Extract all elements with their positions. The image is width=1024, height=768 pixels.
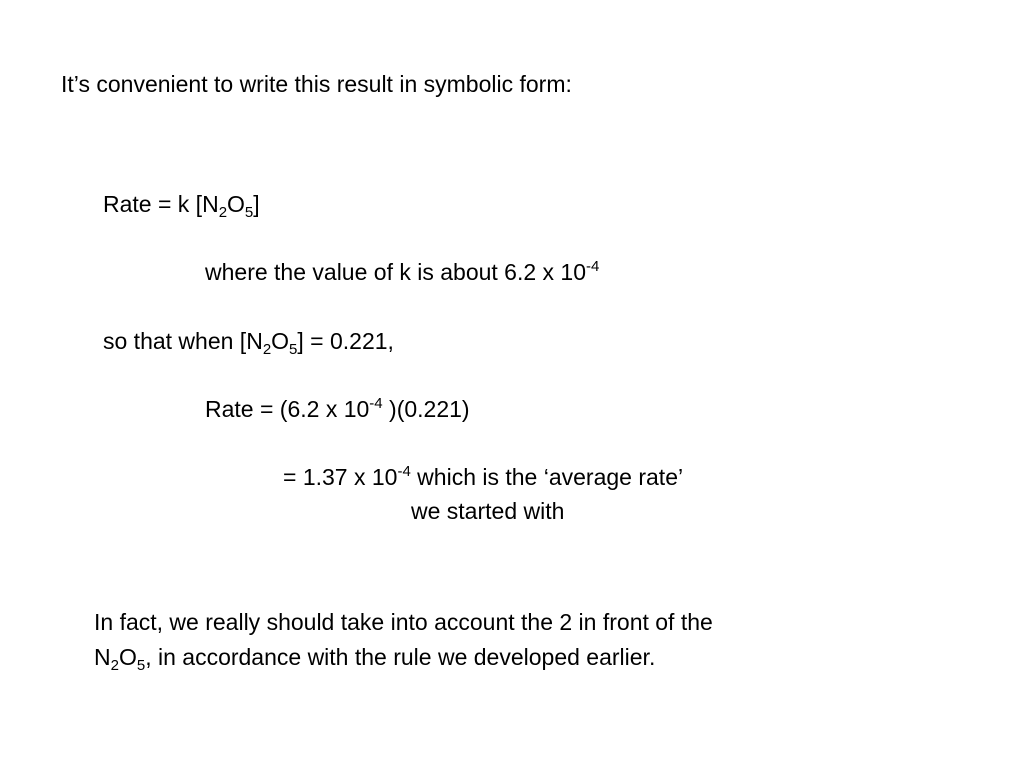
rate-result: [283, 463, 683, 491]
result-prefix: = 1.37 x 10: [283, 464, 398, 490]
concentration-condition: [103, 327, 394, 358]
intro-text: [61, 70, 572, 98]
condition-oxygen: O: [271, 328, 290, 354]
rate-result-continuation: [411, 497, 564, 525]
rate-law-subscript-o: 5: [244, 204, 254, 221]
k-value-exponent: -4: [586, 258, 600, 275]
calc-suffix: )(0.221): [382, 396, 470, 422]
rate-law-subscript-n: 2: [218, 204, 228, 221]
k-value-text: where the value of k is about 6.2 x 10: [205, 259, 587, 285]
calc-prefix: Rate = (6.2 x 10: [205, 396, 370, 422]
note-oxygen: O: [118, 644, 137, 670]
note-line-1: [94, 608, 713, 636]
rate-law-equation: [103, 190, 260, 221]
condition-prefix: so that when [N: [103, 328, 263, 354]
note-subscript-o: 5: [136, 657, 146, 674]
condition-subscript-o: 5: [289, 341, 298, 358]
note-line-2-rest: , in accordance with the rule we developed earlier.: [145, 644, 656, 670]
result-suffix: which is the ‘average rate’: [410, 464, 684, 490]
rate-law-oxygen: O: [227, 191, 245, 217]
condition-subscript-n: 2: [262, 341, 272, 358]
result-exponent: -4: [397, 463, 411, 480]
k-value-statement: [205, 258, 599, 286]
condition-suffix: ] = 0.221,: [297, 328, 394, 354]
result-continuation-text: we started with: [411, 498, 565, 524]
calc-exponent: -4: [369, 395, 383, 412]
note-line-2: [94, 643, 656, 674]
rate-law-lhs: Rate = k [N: [103, 191, 219, 217]
rate-calculation: [205, 395, 470, 423]
note-nitrogen: N: [94, 644, 111, 670]
intro-text-content: It’s convenient to write this result in symbolic form:: [61, 71, 572, 97]
rate-law-close: ]: [253, 191, 260, 217]
note-line-1-text: In fact, we really should take into account the 2 in front of the: [94, 609, 713, 635]
note-subscript-n: 2: [110, 657, 119, 674]
